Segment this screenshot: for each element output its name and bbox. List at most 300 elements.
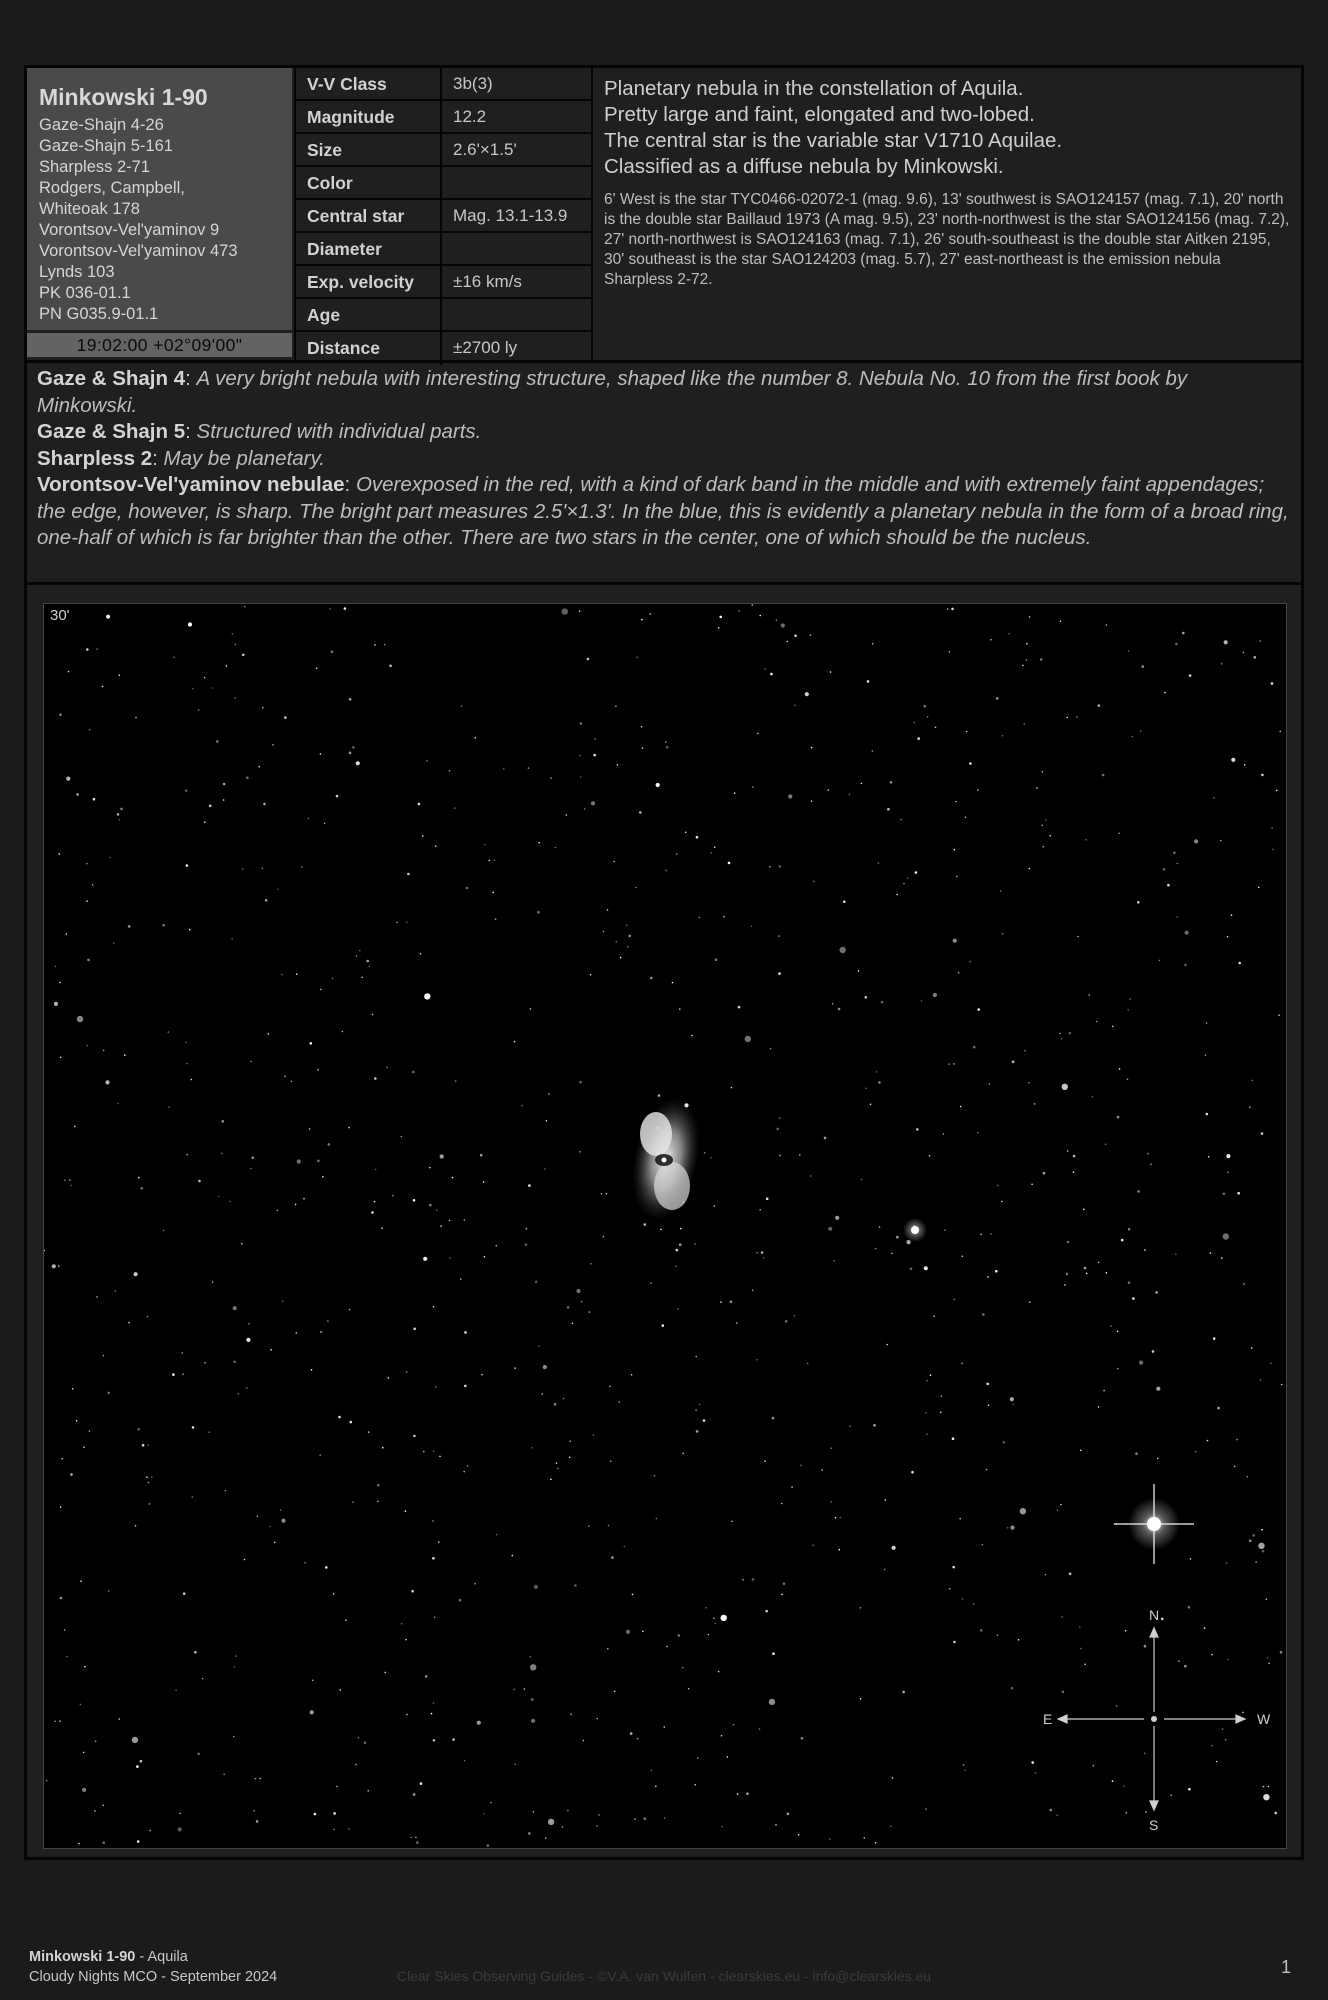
star xyxy=(175,1690,177,1692)
star xyxy=(186,1063,188,1065)
star xyxy=(484,1256,486,1258)
star xyxy=(528,767,530,769)
star xyxy=(838,1008,841,1011)
star xyxy=(779,865,782,868)
star xyxy=(763,1257,765,1259)
star xyxy=(426,760,428,762)
star xyxy=(137,1840,140,1843)
star xyxy=(108,1590,110,1592)
star xyxy=(1119,1068,1121,1070)
star xyxy=(314,1813,317,1816)
star xyxy=(92,884,94,886)
star xyxy=(772,1652,775,1655)
guide-sheet xyxy=(24,65,1304,1860)
star xyxy=(1062,1691,1065,1694)
star xyxy=(411,1590,414,1593)
medium-star xyxy=(903,1218,927,1242)
property-label: Color xyxy=(296,167,442,198)
star xyxy=(303,1198,305,1200)
star xyxy=(644,1817,647,1820)
star xyxy=(1105,1144,1107,1146)
star xyxy=(948,1063,950,1065)
star xyxy=(234,697,236,699)
star xyxy=(66,777,70,781)
star xyxy=(250,1061,252,1063)
star xyxy=(1076,716,1078,718)
star xyxy=(89,729,91,731)
star xyxy=(1012,1061,1015,1064)
star xyxy=(554,1403,557,1406)
star xyxy=(1026,659,1028,661)
alias-item: Gaze-Shajn 5-161 xyxy=(39,137,173,155)
star xyxy=(345,1619,347,1621)
star xyxy=(284,1076,286,1078)
star xyxy=(1093,1765,1095,1767)
star xyxy=(759,1728,761,1730)
star xyxy=(607,909,609,911)
star xyxy=(835,1216,839,1220)
star xyxy=(887,808,890,811)
star xyxy=(1236,1439,1238,1441)
star xyxy=(1195,1451,1197,1453)
star xyxy=(973,1603,975,1605)
star xyxy=(96,648,98,650)
star xyxy=(962,1256,964,1258)
alias-item: PK 036-01.1 xyxy=(39,284,131,302)
star xyxy=(531,1719,535,1723)
star xyxy=(464,1331,467,1334)
star xyxy=(764,668,766,670)
star xyxy=(1231,914,1233,916)
star xyxy=(961,1363,963,1365)
star xyxy=(584,808,586,810)
star xyxy=(375,1169,377,1171)
star xyxy=(435,845,437,847)
star xyxy=(295,1204,297,1206)
star xyxy=(876,1071,878,1073)
star xyxy=(679,1008,681,1010)
star xyxy=(198,709,200,711)
star xyxy=(583,1740,585,1742)
star xyxy=(530,1664,536,1670)
star xyxy=(246,1387,248,1389)
star xyxy=(892,1546,896,1550)
star xyxy=(1223,1193,1226,1196)
star xyxy=(1139,1361,1143,1365)
star xyxy=(694,1784,696,1786)
star xyxy=(514,1764,516,1766)
star xyxy=(320,753,322,755)
star xyxy=(829,1838,831,1840)
star xyxy=(452,1177,454,1179)
star xyxy=(162,924,165,927)
star xyxy=(333,1593,335,1595)
star xyxy=(872,643,874,645)
star xyxy=(1252,1534,1255,1537)
star xyxy=(570,1440,572,1442)
star xyxy=(714,1205,716,1207)
star xyxy=(765,1610,768,1613)
star xyxy=(1147,1153,1149,1155)
star xyxy=(858,970,860,972)
star xyxy=(412,1071,415,1074)
star xyxy=(431,1713,433,1715)
star xyxy=(128,1322,130,1324)
star xyxy=(1132,1297,1135,1300)
star xyxy=(1266,1598,1268,1600)
star xyxy=(610,1460,612,1462)
star xyxy=(1144,1645,1147,1648)
star xyxy=(878,862,880,864)
star xyxy=(682,1453,684,1455)
star xyxy=(459,1599,462,1602)
star xyxy=(772,1417,775,1420)
star xyxy=(579,755,581,757)
star xyxy=(537,911,540,914)
star xyxy=(59,982,61,984)
property-value xyxy=(442,167,593,198)
star xyxy=(336,795,339,798)
star xyxy=(484,844,486,846)
star xyxy=(1059,1033,1061,1035)
star xyxy=(1121,1239,1124,1242)
star xyxy=(405,1639,407,1641)
star xyxy=(731,1521,733,1523)
star xyxy=(1003,1441,1006,1444)
star xyxy=(463,1471,465,1473)
star xyxy=(973,1046,976,1049)
star xyxy=(86,900,88,902)
star xyxy=(779,1155,781,1157)
star xyxy=(1150,1163,1152,1165)
compass-e-label: E xyxy=(1043,1711,1053,1727)
star xyxy=(761,1251,764,1254)
star xyxy=(588,1525,590,1527)
star xyxy=(1112,1780,1114,1782)
star xyxy=(697,1757,699,1759)
property-value: 2.6'×1.5' xyxy=(453,140,517,159)
star xyxy=(721,1615,727,1621)
star xyxy=(924,1266,928,1270)
star xyxy=(1207,1440,1209,1442)
star xyxy=(1204,1627,1206,1629)
star xyxy=(679,1243,682,1246)
star xyxy=(1226,1154,1230,1158)
star xyxy=(524,1688,526,1690)
star xyxy=(325,1566,328,1569)
star xyxy=(781,1503,783,1505)
star xyxy=(82,1788,86,1792)
star xyxy=(64,1629,66,1631)
star xyxy=(603,1236,605,1238)
star xyxy=(650,1282,652,1284)
star xyxy=(480,1154,483,1157)
star xyxy=(74,1126,76,1128)
star xyxy=(1029,616,1031,618)
star xyxy=(1263,1786,1265,1788)
star xyxy=(1243,1283,1245,1285)
star xyxy=(68,671,70,673)
star xyxy=(66,1656,68,1658)
star xyxy=(52,1264,56,1268)
star xyxy=(593,754,596,757)
star xyxy=(943,1133,945,1135)
star xyxy=(481,1374,483,1376)
alias-item: Vorontsov-Vel'yaminov 9 xyxy=(39,221,220,239)
star xyxy=(891,1253,893,1255)
field-of-view-label: 30' xyxy=(50,607,70,624)
star xyxy=(231,938,233,940)
star xyxy=(317,1160,320,1163)
star xyxy=(635,887,637,889)
star xyxy=(179,1813,181,1815)
star xyxy=(977,1008,980,1011)
star xyxy=(769,1699,775,1705)
star xyxy=(923,705,926,708)
star xyxy=(77,1016,83,1022)
star xyxy=(677,1308,679,1310)
bright-star xyxy=(1114,1484,1194,1564)
note-item: Sharpless 2: May be planetary. xyxy=(37,446,325,470)
star xyxy=(493,860,495,862)
star xyxy=(1142,665,1145,668)
star xyxy=(1144,1249,1146,1251)
star xyxy=(151,1476,153,1478)
star xyxy=(830,1501,832,1503)
star xyxy=(1258,887,1260,889)
star xyxy=(590,974,592,976)
star xyxy=(423,1451,425,1453)
star xyxy=(197,1753,200,1756)
star xyxy=(800,1465,802,1467)
star xyxy=(525,1243,528,1246)
star xyxy=(349,1309,351,1311)
star xyxy=(324,823,326,825)
star xyxy=(311,1369,313,1371)
note-text: Overexposed in the red, with a kind of dark band in the middle and with extremely faint appendages; the edge, however, is sharp. The bright part measures 2.5'×1.3'. In the blue, this is evidently a planetary nebula in the form of a broad ring, one-half of which is far brighter than the other. There are two stars in the center, one of which should be the nucleus. xyxy=(37,473,1289,549)
star xyxy=(352,1501,354,1503)
star xyxy=(580,776,582,778)
star xyxy=(840,1517,842,1519)
star xyxy=(258,766,260,768)
star xyxy=(352,746,355,749)
star xyxy=(416,1841,419,1844)
star xyxy=(534,1585,538,1589)
star xyxy=(969,762,972,765)
star xyxy=(413,1328,416,1331)
star xyxy=(1244,764,1246,766)
star xyxy=(368,1431,370,1433)
star xyxy=(649,613,651,615)
star xyxy=(631,1374,633,1376)
star xyxy=(348,1828,350,1830)
star xyxy=(1224,640,1228,644)
star xyxy=(1272,849,1274,851)
star xyxy=(738,1006,741,1009)
star xyxy=(723,916,725,918)
star xyxy=(1127,1079,1129,1081)
star xyxy=(1259,640,1261,642)
star xyxy=(632,1594,634,1596)
star xyxy=(785,1320,788,1323)
star xyxy=(1280,1651,1283,1654)
star xyxy=(147,1316,149,1318)
property-value: Mag. 13.1-13.9 xyxy=(453,206,568,225)
star xyxy=(779,1117,781,1119)
star xyxy=(1045,1574,1047,1576)
star xyxy=(312,1680,314,1682)
star xyxy=(1164,692,1166,694)
star xyxy=(1249,1106,1251,1108)
star xyxy=(1163,868,1166,871)
star xyxy=(929,1155,931,1157)
star xyxy=(407,873,410,876)
star xyxy=(1223,1233,1229,1239)
property-label: Diameter xyxy=(296,233,442,264)
star xyxy=(873,1424,876,1427)
star xyxy=(1092,1096,1094,1098)
star xyxy=(1152,1350,1155,1353)
star xyxy=(746,1792,749,1795)
star xyxy=(1117,1368,1119,1370)
star xyxy=(1276,790,1278,792)
star xyxy=(925,1808,927,1810)
star xyxy=(556,1462,558,1464)
star xyxy=(688,1688,690,1690)
star xyxy=(142,1444,145,1447)
star xyxy=(885,1499,887,1501)
note-text: May be planetary. xyxy=(163,446,325,470)
star xyxy=(550,777,552,779)
star xyxy=(696,836,699,839)
star xyxy=(579,1151,581,1153)
property-row xyxy=(296,134,593,167)
star xyxy=(542,1393,544,1395)
star xyxy=(332,978,334,980)
star xyxy=(1116,1705,1118,1707)
star xyxy=(308,818,310,820)
star xyxy=(952,1566,955,1569)
star xyxy=(233,1736,235,1738)
star xyxy=(1096,1021,1098,1023)
note-item: Gaze & Shajn 4: A very bright nebula with interesting structure, shaped like the number 8. Nebula No. 10 from the first book by Minkowski. xyxy=(37,367,1188,417)
star xyxy=(1125,1630,1127,1632)
star xyxy=(495,918,497,920)
star xyxy=(872,750,874,752)
star xyxy=(269,1526,271,1528)
star xyxy=(512,1555,514,1557)
footer-credits: Clear Skies Observing Guides - ©V.A. van Wulfen - clearskies.eu - info@clearskies.eu xyxy=(396,1968,932,1984)
star xyxy=(178,1827,182,1831)
star xyxy=(349,698,352,701)
footer-constellation: Aquila xyxy=(147,1949,188,1965)
star xyxy=(521,1105,523,1107)
star xyxy=(911,1471,914,1474)
star xyxy=(1263,1794,1269,1800)
star xyxy=(731,1087,733,1089)
star xyxy=(840,947,846,953)
property-value xyxy=(442,233,593,264)
star xyxy=(223,1774,225,1776)
star xyxy=(1112,1026,1114,1028)
star xyxy=(103,1355,105,1357)
star xyxy=(699,917,701,919)
star xyxy=(389,665,392,668)
star xyxy=(711,852,713,854)
star xyxy=(76,1420,78,1422)
star xyxy=(250,1168,252,1170)
star xyxy=(366,960,369,963)
star xyxy=(776,620,778,622)
star xyxy=(1217,1407,1220,1410)
star xyxy=(1167,884,1170,887)
star xyxy=(163,1230,165,1232)
star xyxy=(954,1299,956,1301)
star xyxy=(477,1721,481,1725)
star xyxy=(947,608,949,610)
star xyxy=(614,1691,616,1693)
star xyxy=(980,1629,983,1632)
star xyxy=(786,641,788,643)
star xyxy=(420,1782,423,1785)
star xyxy=(627,946,629,948)
star xyxy=(1242,1712,1244,1714)
note-item: Vorontsov-Vel'yaminov nebulae: Overexposed in the red, with a kind of dark band in the middle and with extremely faint appendages; the edge, however, is sharp. The bright part measures 2.5'×1.3'. In the blue, this is evidently a planetary nebula in the form of a broad ring, one-half of which is far brighter than the other. There are two stars in the center, one of which should be the nucleus. xyxy=(37,473,1289,549)
star xyxy=(988,1405,990,1407)
page-number: 1 xyxy=(1281,1957,1292,1977)
name-panel xyxy=(27,68,292,330)
star xyxy=(566,814,568,816)
star xyxy=(903,883,905,885)
star xyxy=(233,1306,237,1310)
star xyxy=(953,1063,955,1065)
star xyxy=(46,1780,48,1782)
star xyxy=(381,1227,383,1229)
footer-line-2: Cloudy Nights MCO - September 2024 xyxy=(29,1969,278,1985)
star xyxy=(296,973,298,975)
star xyxy=(475,737,477,739)
star xyxy=(115,1290,117,1292)
star xyxy=(641,619,643,621)
star xyxy=(1170,1794,1172,1796)
star xyxy=(93,798,96,801)
star xyxy=(61,1458,63,1460)
star xyxy=(434,1616,436,1618)
star xyxy=(699,1404,701,1406)
star xyxy=(204,1362,206,1364)
star xyxy=(714,847,716,849)
star xyxy=(173,656,175,658)
star xyxy=(1066,1273,1068,1275)
star xyxy=(1178,1660,1180,1662)
star xyxy=(1206,1113,1209,1116)
star xyxy=(1098,1262,1100,1264)
star xyxy=(223,783,226,786)
star xyxy=(320,1331,322,1333)
star xyxy=(440,1154,444,1158)
star xyxy=(433,1739,436,1742)
star xyxy=(1145,1811,1147,1813)
star xyxy=(209,805,212,808)
star xyxy=(1211,1654,1213,1656)
star xyxy=(528,1832,531,1835)
star xyxy=(355,1764,357,1766)
star xyxy=(1002,933,1004,935)
star xyxy=(596,1825,598,1827)
star xyxy=(281,1519,285,1523)
star xyxy=(1243,652,1245,654)
star xyxy=(1067,1241,1070,1244)
